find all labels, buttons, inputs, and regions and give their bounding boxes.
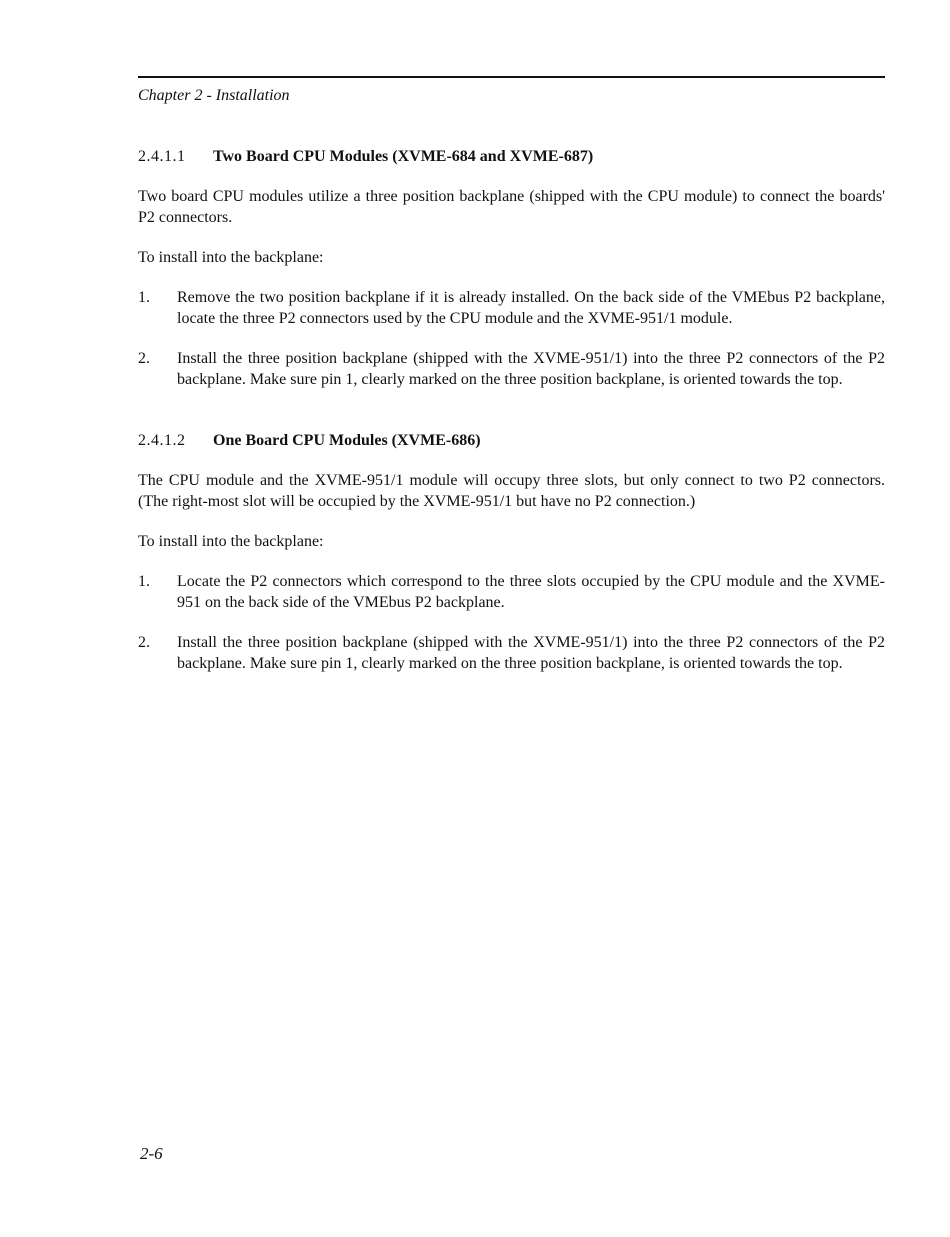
list-text: Remove the two position backplane if it is already installed. On the back side of the VMEbus P2 backplane, locate the three P2 connectors used by the CPU module and the XVME-951/1 module. xyxy=(177,289,885,327)
section-intro: The CPU module and the XVME-951/1 module will occupy three slots, but only connect to two P2 connectors. (The right-most slot will be occupied by the XVME-951/1 but have no P2 connection.) xyxy=(138,472,885,510)
list-number: 1. xyxy=(138,289,150,306)
header-rule xyxy=(138,76,885,78)
section-title: One Board CPU Modules (XVME-686) xyxy=(213,432,481,449)
section-number: 2.4.1.2 xyxy=(138,432,186,449)
section-heading xyxy=(138,430,885,451)
page-content xyxy=(138,146,885,674)
list-number: 1. xyxy=(138,573,150,590)
page-number: 2-6 xyxy=(140,1144,163,1163)
list-item xyxy=(138,348,885,390)
section xyxy=(138,146,885,390)
list-item xyxy=(138,287,885,329)
list-number: 2. xyxy=(138,350,150,367)
section-lead: To install into the backplane: xyxy=(138,249,324,266)
section-lead: To install into the backplane: xyxy=(138,533,324,550)
list-text: Install the three position backplane (shipped with the XVME-951/1) into the three P2 connectors of the P2 backplane. Make sure pin 1, clearly marked on the three position backplane, is oriented towards the top. xyxy=(177,634,885,672)
section-number: 2.4.1.1 xyxy=(138,148,186,165)
running-head: Chapter 2 - Installation xyxy=(138,87,290,104)
list-text: Locate the P2 connectors which correspond to the three slots occupied by the CPU module and the XVME-951 on the back side of the VMEbus P2 backplane. xyxy=(177,573,885,611)
section-heading xyxy=(138,146,885,167)
list-item xyxy=(138,571,885,613)
section-intro: Two board CPU modules utilize a three position backplane (shipped with the CPU module) to connect the boards' P2 connectors. xyxy=(138,188,885,226)
section-title: Two Board CPU Modules (XVME-684 and XVME-687) xyxy=(213,148,594,165)
list-text: Install the three position backplane (shipped with the XVME-951/1) into the three P2 connectors of the P2 backplane. Make sure pin 1, clearly marked on the three position backplane, is oriented towards the top. xyxy=(177,350,885,388)
list-item xyxy=(138,632,885,674)
section xyxy=(138,430,885,674)
list-number: 2. xyxy=(138,634,150,651)
